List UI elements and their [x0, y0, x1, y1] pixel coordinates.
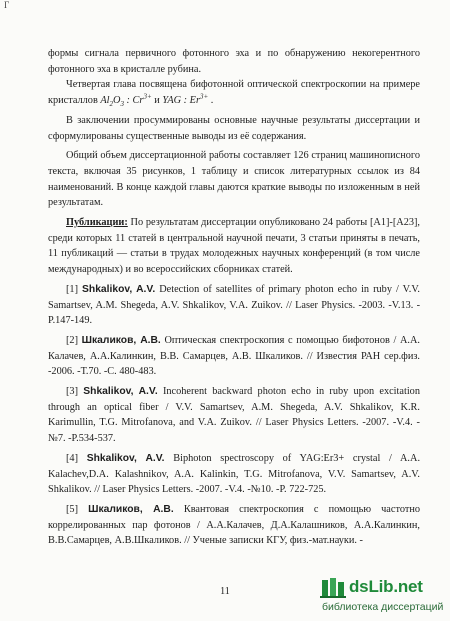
publications-heading: Публикации:: [66, 217, 128, 229]
formula-al2o3-cr: $Al_2O_3$ : $Cr^{3+}$: [100, 92, 152, 109]
watermark-subtitle: библиотека диссертаций: [322, 601, 444, 613]
paragraph-volume: Общий объем диссертационной работы составляет 126 страниц машинописного текста, включая 35 рисунков, 1 таблицу и список литературных ссылок из 84 наименований. В конце каждой главы даются краткие выводы по изложенным в ней результатам.: [48, 150, 420, 209]
paragraph-ch4-text: Четвертая глава посвящена бифотонной оптической спектроскопии на примере кристаллов: [48, 79, 420, 107]
publications-text: По результатам диссертации опубликовано 24 работы [A1]-[A23], среди которых 11 статей в центральной научной печати, 3 статьи приняты в печать, 11 публикаций — статьи в трудах молодежных научных конференций (в том числе международных) и во всероссийских сборниках статей.: [48, 217, 420, 276]
reference-author: Шкаликов, А.В.: [88, 503, 174, 515]
formula-yag-er: YAG : $Er^{3+}$: [162, 92, 209, 107]
page-number: 11: [220, 586, 230, 597]
paragraph-conclusion: В заключении просуммированы основные научные результаты диссертации и сформулированы существенные выводы из её содержания.: [48, 114, 420, 142]
reference-author: Shkalikov, A.V.: [82, 283, 156, 295]
page-body: [48, 46, 420, 549]
reference-author: Shkalikov, A.V.: [86, 452, 165, 464]
watermark-logo[interactable]: [320, 576, 423, 598]
reference-item: [1] Shkalikov, A.V. Detection of satellites of primary photon echo in ruby / V.V. Samartsev, A.M. Shegeda, A.V. Shkalikov, V.A. Zuikov. // Laser Physics. -2003. -V.13. -P.147-149.: [48, 283, 421, 327]
reference-author: Шкаликов, А.В.: [81, 334, 161, 346]
reference-item: [2] Шкаликов, А.В. Оптическая спектроскопия с помощью бифотонов / А.А. Калачев, А.А.Калинкин, В.В. Самарцев, А.В. Шкаликов. // Известия РАН сер.физ. -2006. -Т.70. -С. 480-483.: [48, 334, 420, 378]
paragraph-ch4-and: и: [151, 95, 163, 107]
reference-list: [48, 282, 420, 549]
paragraph-ch3-end: формы сигнала первичного фотонного эха и по обнаружению некогерентного фотонного эха в кристалле рубина.: [48, 48, 420, 75]
corner-mark: Г: [4, 0, 10, 10]
reference-item: [4] Shkalikov, A.V. Biphoton spectroscopy of YAG:Er3+ crystal / A.A. Kalachev,D.A. Kalashnikov, A.A. Kalinkin, T.G. Mitrofanova, V.V. Samartsev, A.V. Shkalikov. // Laser Physics Letters. -2007. -V.4. -№10. -P. 722-725.: [48, 452, 421, 496]
reference-item: [3] Shkalikov, A.V. Incoherent backward photon echo in ruby upon excitation through an optical fiber / V.V. Samartsev, A.M. Shegeda, A.V. Shkalikov, K.R. Karimullin, T.G. Mitrofanova, and V.A. Zuikov. // Laser Physics Letters. -2007. -V.4. -№7. -P.534-537.: [48, 386, 420, 445]
dslib-logo-icon: [320, 576, 346, 598]
reference-item: [5] Шкаликов, А.В. Квантовая спектроскопия с помощью частотно коррелированных пар фотонов / А.А.Калачев, Д.А.Калашников, А.А.Калинкин, В.В.Самарцев, А.В.Шкаликов. // Ученые записки КГУ, физ.-мат.науки. -: [48, 503, 420, 547]
paragraph-ch4: [48, 77, 420, 108]
paragraph-ch4-end: .: [208, 95, 214, 107]
reference-author: Shkalikov, A.V.: [83, 386, 158, 398]
watermark-logo-text: dsLib.net: [349, 577, 423, 596]
paragraph-publications: [48, 215, 420, 278]
